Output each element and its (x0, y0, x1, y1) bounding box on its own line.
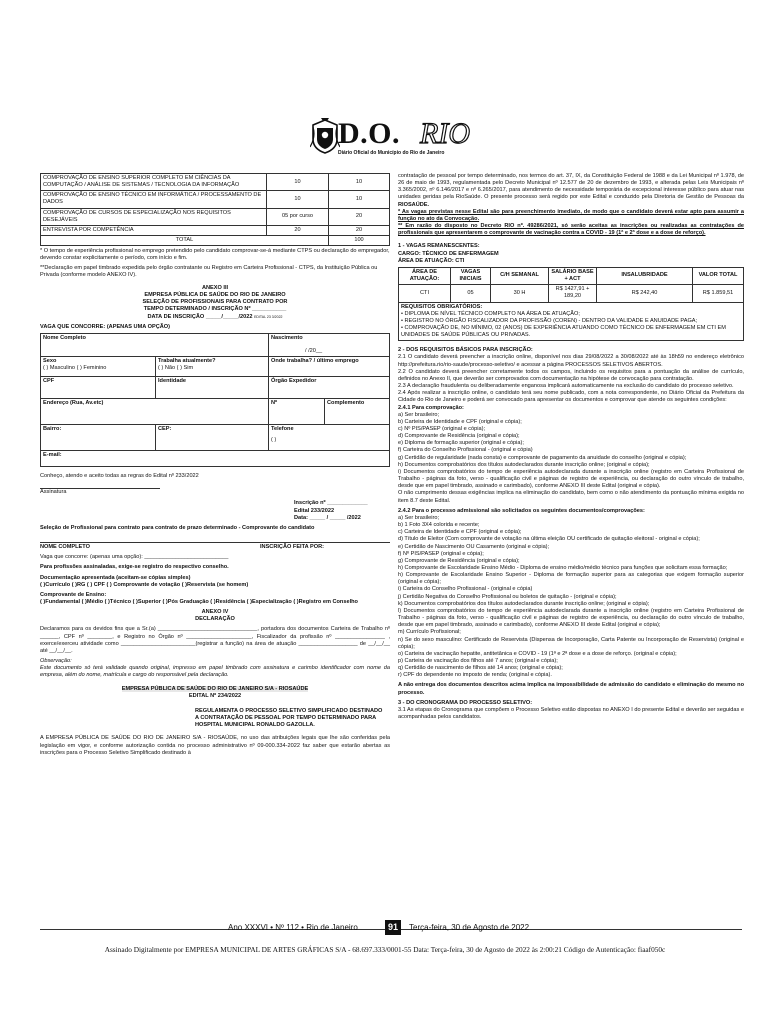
requirements-row (399, 302, 744, 341)
list-item: h) Documentos comprobatórios dos títulos autodeclarados durante inscrição online; (original e cópia); (398, 461, 650, 468)
table-cell: 10 (329, 174, 390, 191)
annex4-title: ANEXO IV (201, 609, 229, 616)
right-column (398, 173, 744, 721)
form-field-email[interactable] (41, 451, 390, 467)
section1-cargo: CARGO: TÉCNICO DE ENFERMAGEM (398, 250, 499, 257)
table-total-row (41, 236, 390, 246)
vaga-label: VAGA QUE CONCORRE: (APENAS UMA OPÇÃO) (40, 323, 171, 330)
list-item: d) Comprovante de Residência (original e cópia); (398, 433, 520, 440)
table-cell: R$ 1427,91 + 189,20 (549, 285, 597, 302)
field-label: Órgão Expedidor (271, 378, 317, 385)
issue-info: Ano XXXVI • Nº 112 • Rio de Janeiro (228, 923, 358, 932)
annex4-subtitle: DECLARAÇÃO (195, 616, 235, 623)
list-item: a) Ser brasileiro; (398, 411, 440, 418)
intro-text: contratação de pessoal por tempo determinado, nos termos do art. 37, IX, da Constituição Federal de 1988 e da Lei Municipal nº 1.978, de 26 de maio de 1993, regulamentada pelo Decreto Municipal nº 12.577 de 20 de dezembro de 1993, e alterada pelas Leis Municipais nº 3.365/2002, nº 6.146/2017 e nº 6.265/2017, para atendimento de necessidade temporária de excepcional interesse público para atuar nas unidades geridas pela RioSaúde. O presente processo será regido por este Edital e conduzido pela Diretoria de Gestão de Pessoas da (398, 173, 744, 201)
list-item: f) Nº PIS/PASEP (original e cópia); (398, 550, 484, 557)
table-cell: 20 (267, 225, 329, 235)
masthead-subtitle: Diário Oficial do Município do Rio de Janeiro (338, 150, 445, 156)
table-header: INSALUBRIDADE (597, 267, 693, 284)
table-cell: 05 por curso (267, 208, 329, 225)
signature-label: Assinatura (40, 489, 67, 496)
table-cell: CTI (399, 285, 451, 302)
annex3-title: ANEXO III (201, 284, 229, 291)
table-cell: 20 (329, 208, 390, 225)
receipt-line (40, 542, 390, 551)
form-field-phone[interactable] (269, 425, 390, 451)
regulation-summary: REGULAMENTA O PROCESSO SELETIVO SIMPLIFICADO DESTINADO A CONTRATAÇÃO DE PESSOAL POR TEMPO DETERMINADO PARA HOSPITAL MUNICIPAL RONALDO GAZOLLA. (195, 707, 383, 729)
vaga-concorre: Vaga que concorre: (apenas uma opção): ___________________________ (40, 554, 229, 561)
form-field-employer[interactable] (269, 357, 390, 377)
section3-title: 3 - DO CRONOGRAMA DO PROCESSO SELETIVO: (398, 699, 533, 706)
list-item: d) Título de Eleitor (Com comprovante de votação na última eleição OU certificado de quitação eleitoral - original e cópia); (398, 536, 700, 543)
paragraph: 3.1 As etapas do Cronograma que compõem o Processo Seletivo estão dispostas no ANEXO I do presente Edital e deverão ser seguidas e acompanhadas pelos candidatos. (398, 706, 744, 721)
observation-label: Observação: (40, 658, 72, 665)
list-item: r) CPF do dependente no imposto de renda; (original e cópia). (398, 672, 552, 679)
field-label: Nascimento (271, 334, 303, 341)
list-item: a) Ser brasileiro; (398, 514, 440, 521)
form-field-cep[interactable] (156, 425, 269, 451)
riosaude-title (40, 686, 390, 693)
field-format: / /20__ (305, 347, 323, 354)
acceptance-text: Conheço, atendo e aceito todas as regras do Edital nº 233/2022 (40, 473, 199, 480)
left-column (40, 173, 390, 757)
list-item: p) Carteira de vacinação dos filhos até 7 anos; (original e cópia); (398, 658, 558, 664)
table-cell: 30 H (491, 285, 549, 302)
education-options: ( )Fundamental ( )Médio ( )Técnico ( )Superior ( )Pós Graduação ( )Residência ( )Especialização ( )Registro em Conselho (40, 599, 358, 605)
registered-by-label: INSCRIÇÃO FEITA POR: (259, 544, 324, 551)
annex3-line: EMPRESA PÚBLICA DE SAÚDE DO RIO DE JANEIRO (144, 292, 286, 299)
table-row (41, 174, 390, 191)
list-item: h) Comprovante de Escolaridade Ensino Superior - Diploma de formação superior para as categorias que exigem formação superior (original e cópia); (398, 572, 744, 586)
list-item: g) Comprovante de Residência (original e cópia); (398, 557, 520, 564)
requirements-title: REQUISITOS OBRIGATÓRIOS: (401, 303, 483, 310)
paragraph: 2.3 A declaração fraudulenta ou deliberadamente enganosa implicará automaticamente na exclusão do candidato do processo seletivo. (398, 383, 734, 390)
field-label: CPF (43, 378, 55, 385)
paragraph: 2.2 O candidato deverá preencher corretamente todos os campos, incluindo os requisitos para a pontuação da análise de currículo, definidos no Anexo II, que deverão ser comprovados com documentação na hipótese de convocação para contratação. (398, 368, 744, 382)
full-name-label: NOME COMPLETO (40, 544, 90, 551)
list-item: n) Se do sexo masculino: Certificado de Reservista (Dispensa de Incorporação, Carta Patente ou Incorporação de Reservista) (original e cópia); (398, 636, 744, 650)
section1-area: ÁREA DE ATUAÇÃO: CTI (398, 257, 465, 264)
annex3-date: DATA DE INSCRIÇÃO _____/_____/2022 (147, 313, 253, 320)
vacancy-note: * As vagas previstas nesse Edital são para preenchimento imediato, de modo que o candidato deverá estar apto para assumir a função no ato da Convocação. (398, 208, 744, 222)
candidate-receipt-title: Seleção de Profissional para contrato para contrato de prazo determinado - Comprovante do candidato (40, 524, 315, 531)
field-label: Endereço (Rua, Av.etc) (43, 400, 104, 407)
list-item: O não cumprimento dessas exigências implica na eliminação do candidato, bem como o não atendimento da pontuação mínima exigida no item 8.7 deste Edital. (398, 490, 744, 504)
intro-paragraph (398, 173, 744, 209)
list-item: o) Carteira de vacinação hepatite, antitetânica e COVID - 19 (1ª e 2ª dose e a dose de reforço. (original e cópia); (398, 650, 677, 657)
non-delivery-note: A não entrega dos documentos descritos acima implica na impossibilidade de admissão do candidato e eliminação do mesmo no processo. (398, 682, 744, 696)
city-crest-icon (310, 117, 340, 155)
list-item: b) Carteira de Identidade e CPF (original e cópia); (398, 418, 522, 425)
table-row (41, 208, 390, 225)
section2-title: 2 - DOS REQUISITOS BÁSICOS PARA INSCRIÇÃO: (398, 347, 533, 354)
table-header: VAGAS INICIAIS (451, 267, 491, 284)
list-item: i) Carteira do Conselho Profissional - (original e cópia) (398, 586, 533, 593)
form-field-sex[interactable] (41, 357, 156, 377)
decree-note: ** Em razão do disposto no Decreto RIO nº. 49286/2021, só serão aceitas as inscrições ou realizadas as contratações de profissionais que apresentarem o comprovante de vacinação contra a COVID - 19 (1ª e 2ª dose e a dose de reforço). (398, 223, 744, 237)
page-number: 91 (385, 920, 401, 935)
registration-stub (294, 500, 390, 521)
table-cell: COMPROVAÇÃO DE ENSINO SUPERIOR COMPLETO EM CIÊNCIAS DA COMPUTAÇÃO / ANÁLISE DE SISTEMAS / TECNOLOGIA DA INFORMAÇÃO (41, 174, 267, 191)
edital-234: EDITAL Nº 234/2022 (188, 692, 242, 699)
total-label: TOTAL (41, 236, 329, 246)
edital-number: Edital 233/2022 (294, 507, 335, 514)
paragraph: 2.4 Após realizar a inscrição online, o candidato terá seu nome publicado, com a nota correspondente, no Diário Oficial da Prefeitura da Cidade do Rio de Janeiro e poderá ser convocado para apresentar os documentos e comprovar que atende os seguintes condições: (398, 390, 744, 404)
field-label: Complemento (327, 400, 365, 407)
docs-title: Documentação apresentada (aceitam-se cópias simples) (40, 574, 191, 581)
table-cell: R$ 1.859,51 (693, 285, 744, 302)
opening-paragraph: A EMPRESA PÚBLICA DE SAÚDE DO RIO DE JANEIRO S/A - RIOSAÚDE, no uso das atribuições legais que lhe são conferidas pela legislação em vigor, e conforme autorização contida no processo administrativo nº 09-000.334-2022 faz saber que estarão abertas as inscrições para o Processo Seletivo Simplificado destinado à (40, 735, 390, 756)
table-cell: R$ 242,40 (597, 285, 693, 302)
list-item: k) Documentos comprobatórios dos títulos autodeclarados durante inscrição online; (original e cópia); (398, 600, 650, 607)
masthead-city: RIO (420, 117, 470, 150)
table-row (41, 191, 390, 208)
vacancy-table (398, 267, 744, 341)
issue-date: Terça-feira, 30 de Agosto de 2022 (409, 923, 530, 932)
riosaude-title-text: EMPRESA PÚBLICA DE SAÚDE DO RIO DE JANEIRO S/A - RIOSAÚDE (121, 685, 309, 692)
masthead-title: D.O. (338, 117, 400, 150)
table-header-row (399, 267, 744, 284)
section1-title: 1 - VAGAS REMANESCENTES: (398, 243, 480, 250)
field-label: Telefone (271, 426, 294, 433)
declaration-text: Declaramos para os devidos fins que a Sr.(a) ________________________________, portadora dos documentos Carteira de Trabalho nº ______, CPF nº ________, e Registro no Órgão nº _____________________, Fiscalizador da profissão nº ________________ , exerce/exerceu atividade como ________________________(registrar a função) na área de atuação ___________________ de __/__/__ até __/__/__. (40, 626, 390, 654)
form-field-address[interactable] (41, 399, 269, 425)
masthead (300, 113, 470, 161)
field-label: Sexo (43, 358, 57, 365)
form-field-issuer[interactable] (269, 377, 390, 399)
table-cell: COMPROVAÇÃO DE ENSINO TÉCNICO EM INFORMÁTICA / PROCESSAMENTO DE DADOS (41, 191, 267, 208)
education-title: Comprovante de Ensino: (40, 591, 107, 598)
docs-options: ( )Currículo ( )RG ( ) CPF ( ) Comprovante de votação ( )Reservista (se homem) (40, 581, 249, 588)
field-label: Nome Completo (43, 334, 86, 341)
list-item: h) Comprovante de Escolaridade Ensino Médio - Diploma de ensino médio/médio técnico para funções que solicitam essa formação; (398, 564, 728, 571)
paragraph: 2.1 O candidato deverá preencher a inscrição online, disponível nos dias 29/08/2022 a 30/08/2022 até às 18h59 no endereço eletrônico http://prefeitura.rio/rio-saude/processo-seletivo/ e acessar a página PROCESSOS SELETIVOS ABERTOS. (398, 354, 744, 368)
requirement-item: • COMPROVAÇÃO DE, NO MÍNIMO, 02 (ANOS) DE EXPERIÊNCIA ATUANDO COMO TÉCNICO DE ENFERMAGEM EM CTI EM UNIDADES DE SAÚDE PÚBLICAS OU PRIVADAS. (401, 324, 726, 339)
table-cell: 10 (267, 174, 329, 191)
form-field-number[interactable] (269, 399, 325, 425)
requirement-item: • DIPLOMA DE NÍVEL TÉCNICO COMPLETO NA ÁREA DE ATUAÇÃO; (401, 310, 580, 317)
table-cell: 05 (451, 285, 491, 302)
requirement-item: • REGISTRO NO ÓRGÃO FISCALIZADOR DA PROFISSÃO (COREN) - DENTRO DA VALIDADE E ANUIDADE PAGA; (401, 317, 698, 324)
field-label: CEP: (158, 426, 172, 433)
table-cell: 10 (329, 191, 390, 208)
list-item: e) Diploma de formação superior (original e cópia); (398, 440, 524, 447)
requirements-cell (399, 302, 744, 341)
field-label: Onde trabalha? / último emprego (271, 358, 359, 365)
note-declaration: **Declaração em papel timbrado expedida pelo órgão contratante ou Registro em Carteira Profissional - CTPS, da Instituição Pública ou Privada (conforme modelo ANEXO IV). (40, 264, 378, 278)
table-cell: 10 (267, 191, 329, 208)
list-item: g) Certidão de regularidade (nada consta) e comprovante de pagamento da anuidade do conselho (original e cópia); (398, 454, 687, 461)
list-item: m) Currículo Profissional; (398, 629, 461, 636)
field-label: E-mail: (43, 452, 62, 459)
table-cell: ENTREVISTA POR COMPETÊNCIA (41, 225, 267, 235)
score-table (40, 173, 390, 246)
subsection-title: 2.4.2 Para o processo admissional são solicitados os seguintes documentos/comprovações: (398, 507, 645, 514)
doc-list-1 (398, 412, 744, 505)
annex3-line: SELEÇÃO DE PROFISSIONAIS PARA CONTRATO POR (142, 299, 288, 306)
list-item: l) Documentos comprobatórios do tempo de experiência autodeclarada durante a inscrição online (registro em Carteira Profissional de Trabalho - páginas da foto, verso - qualificação civil e páginas de registro de experiência, ou declaração do outro vínculo de trabalho, desde que em papel timbrado, assinado e carimbado), conforme ANEXO III deste Edital (original e cópia); (398, 607, 744, 629)
form-field-name[interactable] (41, 333, 269, 356)
registration-number: Inscrição nº _____________ (294, 500, 368, 507)
intro-bold: RIOSAÚDE. (398, 201, 430, 208)
total-value: 100 (329, 236, 390, 246)
list-item: c) Nº PIS/PASEP (original e cópia); (398, 426, 486, 432)
field-options: ( ) Não ( ) Sim (158, 365, 194, 372)
annex3-line: TEMPO DETERMINADO / INSCRIÇÃO Nº ___________ (143, 306, 287, 313)
observation-text: Este documento só terá validade quando original, impresso em papel timbrado com assinatura e carimbo identificador com nome da empresa, além do nome, matrícula e cargo do responsável pela declaração. (40, 665, 390, 679)
field-label: Nº (271, 400, 278, 407)
field-label: Identidade (158, 378, 186, 385)
annex3-edital: EDITAL 23 3/2022 (254, 314, 283, 319)
subsection-title: 2.4.1 Para comprovação: (398, 404, 464, 411)
list-item: i) Documentos comprobatórios do tempo de experiência autodeclarada durante a inscrição online (registro em Carteira Profissional de Trabalho - páginas da foto, verso - qualificação civil e páginas de registro de experiência, ou declaração do outro vínculo de trabalho, desde que em papel timbrado, assinado e carimbado), conforme ANEXO III deste Edital (original e cópia). (398, 468, 744, 490)
note-experience: * O tempo de experiência profissional no emprego pretendido pelo candidato comprovar-se-á mediante CTPS ou declaração do empregador, devendo constar explicitamente o período, com início e fim. (40, 248, 390, 262)
table-header: C/H SEMANAL (491, 267, 549, 284)
form-field-neighborhood[interactable] (41, 425, 156, 451)
table-header: ÁREA DE ATUAÇÃO: (399, 267, 451, 284)
form-field-id[interactable] (156, 377, 269, 399)
list-item: b) 1 Foto 3X4 colorida e recente; (398, 522, 480, 529)
registration-date: Data: _____ / _____ /2022 (294, 514, 361, 521)
table-cell: COMPROVAÇÃO DE CURSOS DE ESPECIALIZAÇÃO NOS REQUISITOS DESEJÁVEIS (41, 208, 267, 225)
table-cell: 20 (329, 225, 390, 235)
list-item: q) Certidão de nascimento de filhos até 14 anos; (original e cópia); (398, 665, 563, 672)
field-options: ( ) Masculino ( ) Feminino (43, 365, 107, 372)
doc-list-2 (398, 515, 744, 680)
list-item: f) Carteira do Conselho Profissional - (original e cópia) (398, 447, 533, 454)
table-header: SALÁRIO BASE + ACT (549, 267, 597, 284)
form-field-birth[interactable] (269, 333, 390, 356)
table-row (399, 285, 744, 302)
table-row (41, 225, 390, 235)
field-label: Bairro: (43, 426, 62, 433)
field-format: ( ) (271, 437, 277, 444)
list-item: c) Carteira de Identidade e CPF (original e cópia); (398, 529, 522, 536)
form-field-working[interactable] (156, 357, 269, 377)
digital-signature: Assinado Digitalmente por EMPRESA MUNICIPAL DE ARTES GRÁFICAS S/A - 68.697.333/0001-55 Data: Terça-feira, 30 de Agosto de 2022 às 2:00:21 Código de Autenticação: fiaaf050c (104, 945, 666, 954)
registration-form (40, 333, 390, 467)
field-label: Trabalha atualmente? (158, 358, 216, 365)
form-field-complement[interactable] (325, 399, 390, 425)
form-field-cpf[interactable] (41, 377, 156, 399)
council-note: Para profissões assinaladas, exige-se registro do respectivo conselho. (40, 564, 229, 571)
list-item: j) Certidão Negativa do Conselho Profissional ou boletos de quitação - (original e cópia); (398, 593, 617, 600)
annex3-date-line (40, 314, 390, 321)
table-header: VALOR TOTAL (693, 267, 744, 284)
list-item: e) Certidão de Nascimento OU Casamento (original e cópia); (398, 543, 550, 550)
